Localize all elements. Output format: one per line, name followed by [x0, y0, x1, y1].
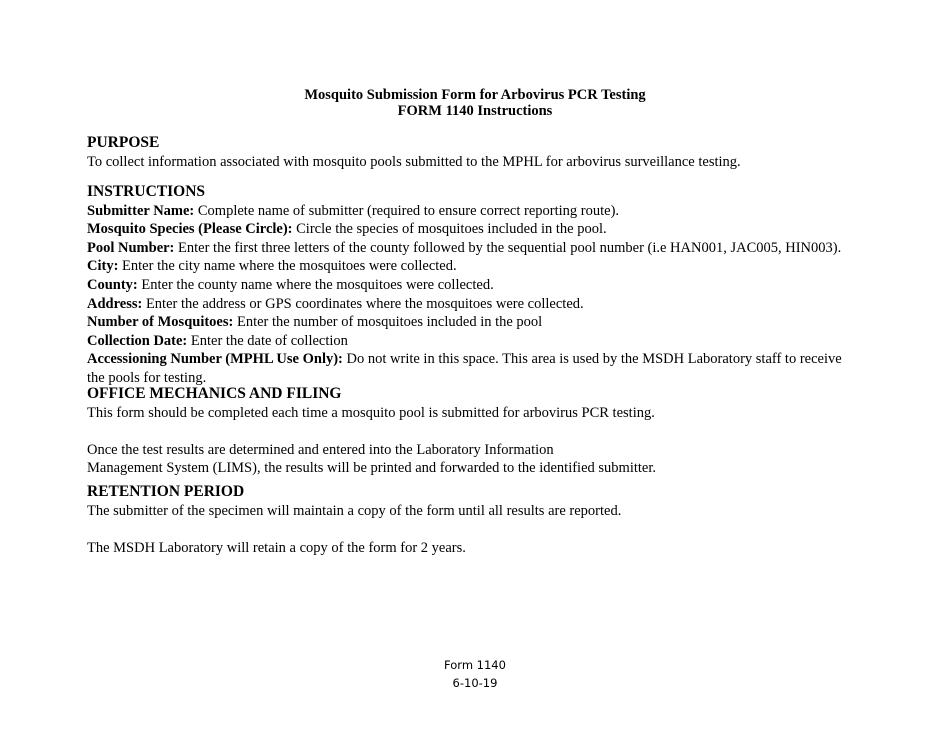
instruction-label: Accessioning Number (MPHL Use Only): — [87, 351, 343, 368]
instruction-text: Enter the first three letters of the county followed by the sequential pool number (i.e HAN001, JAC005, HIN003). — [174, 239, 842, 256]
instruction-item — [87, 295, 862, 314]
document-title — [0, 87, 950, 119]
instruction-item — [87, 313, 862, 332]
office-para-1: This form should be completed each time a mosquito pool is submitted for arbovirus PCR testing. — [87, 404, 655, 421]
office-section — [87, 385, 862, 478]
instruction-text: Enter the city name where the mosquitoes were collected. — [118, 258, 457, 275]
instruction-label: Submitter Name: — [87, 202, 195, 219]
retention-para-1: The submitter of the specimen will maintain a copy of the form until all results are reported. — [87, 502, 622, 519]
instruction-item — [87, 257, 862, 276]
instructions-heading: INSTRUCTIONS — [87, 183, 206, 200]
instruction-label: Mosquito Species (Please Circle): — [87, 221, 293, 238]
instruction-text: Do not write in this space. This area is used by the MSDH Laboratory staff to receive the pools for testing. — [87, 351, 842, 386]
retention-heading: RETENTION PERIOD — [87, 483, 245, 500]
instruction-item — [87, 350, 862, 387]
instruction-label: City: — [87, 258, 119, 275]
instruction-item — [87, 239, 862, 258]
footer-date: 6-10-19 — [452, 676, 498, 690]
instruction-item — [87, 202, 862, 221]
title-line-1: Mosquito Submission Form for Arbovirus PCR Testing — [304, 87, 646, 103]
instruction-item — [87, 332, 862, 351]
office-para-2-line-2: Management System (LIMS), the results will be printed and forwarded to the identified submitter. — [87, 460, 656, 477]
instruction-text: Enter the number of mosquitoes included in the pool — [233, 314, 543, 331]
office-para-2-line-1: Once the test results are determined and entered into the Laboratory Information — [87, 441, 554, 458]
instruction-text: Enter the county name where the mosquitoes were collected. — [137, 276, 494, 293]
instruction-text: Enter the address or GPS coordinates where the mosquitoes were collected. — [142, 295, 584, 312]
purpose-section — [87, 134, 862, 171]
instruction-item — [87, 220, 862, 239]
instruction-text: Complete name of submitter (required to ensure correct reporting route). — [194, 202, 620, 219]
footer-form-number: Form 1140 — [444, 658, 506, 672]
instruction-label: Number of Mosquitoes: — [87, 314, 234, 331]
purpose-heading: PURPOSE — [87, 134, 160, 151]
instruction-item — [87, 276, 862, 295]
instruction-label: Address: — [87, 295, 143, 312]
retention-para-2: The MSDH Laboratory will retain a copy of the form for 2 years. — [87, 539, 466, 556]
instruction-label: Collection Date: — [87, 332, 188, 349]
title-line-2: FORM 1140 Instructions — [397, 103, 553, 119]
instruction-label: Pool Number: — [87, 239, 175, 256]
instruction-label: County: — [87, 276, 138, 293]
instructions-list — [87, 202, 862, 388]
purpose-text: To collect information associated with mosquito pools submitted to the MPHL for arbovirus surveillance testing. — [87, 153, 741, 170]
retention-section — [87, 483, 862, 557]
office-heading: OFFICE MECHANICS AND FILING — [87, 385, 342, 402]
footer — [0, 656, 950, 692]
instructions-section — [87, 183, 862, 388]
instruction-text: Circle the species of mosquitoes included in the pool. — [292, 221, 607, 238]
instruction-text: Enter the date of collection — [187, 332, 348, 349]
